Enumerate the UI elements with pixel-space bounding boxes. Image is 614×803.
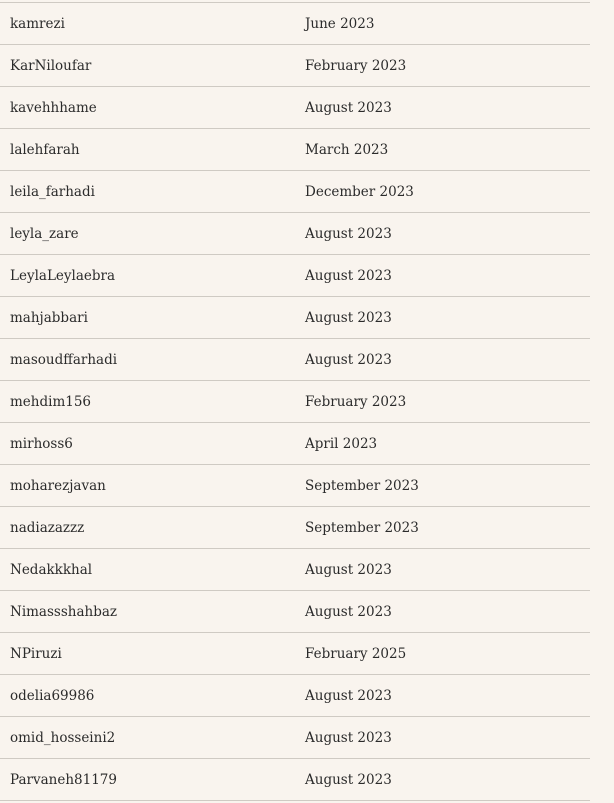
username-cell[interactable]: LeylaLeylaebra <box>10 267 116 284</box>
joined-date-cell: August 2023 <box>305 729 392 746</box>
username-cell[interactable]: leyla_zare <box>10 225 79 242</box>
table-row <box>0 507 590 549</box>
username-cell[interactable]: lalehfarah <box>10 141 80 158</box>
table-row <box>0 591 590 633</box>
username-cell[interactable]: Nimassshahbaz <box>10 603 118 620</box>
table-row <box>0 675 590 717</box>
table-row <box>0 213 590 255</box>
joined-date-cell: August 2023 <box>305 603 392 620</box>
username-cell[interactable]: masoudffarhadi <box>10 351 118 368</box>
username-cell[interactable]: leila_farhadi <box>10 183 95 200</box>
table-row <box>0 171 590 213</box>
joined-date-cell: August 2023 <box>305 687 392 704</box>
table-row <box>0 759 590 801</box>
username-cell[interactable]: odelia69986 <box>10 687 95 704</box>
username-cell[interactable]: kavehhhame <box>10 99 97 116</box>
joined-date-cell: August 2023 <box>305 771 392 788</box>
username-cell[interactable]: nadiazazzz <box>10 519 85 536</box>
table-row <box>0 339 590 381</box>
joined-date-cell: September 2023 <box>305 477 419 494</box>
joined-date-cell: August 2023 <box>305 561 392 578</box>
joined-date-cell: September 2023 <box>305 519 419 536</box>
table-row <box>0 633 590 675</box>
username-cell[interactable]: KarNiloufar <box>10 57 92 74</box>
joined-date-cell: August 2023 <box>305 351 392 368</box>
joined-date-cell: April 2023 <box>305 435 378 452</box>
table-row <box>0 129 590 171</box>
username-cell[interactable]: NPiruzi <box>10 645 62 662</box>
joined-date-cell: February 2023 <box>305 393 407 410</box>
table-row <box>0 3 590 45</box>
table-row <box>0 549 590 591</box>
joined-date-cell: August 2023 <box>305 99 392 116</box>
joined-date-cell: August 2023 <box>305 267 392 284</box>
joined-date-cell: February 2025 <box>305 645 407 662</box>
table-row <box>0 381 590 423</box>
username-cell[interactable]: Parvaneh81179 <box>10 771 117 788</box>
table-row <box>0 255 590 297</box>
members-table <box>0 2 590 801</box>
username-cell[interactable]: Nedakkkhal <box>10 561 93 578</box>
username-cell[interactable]: mehdim156 <box>10 393 92 410</box>
table-row <box>0 297 590 339</box>
table-row <box>0 45 590 87</box>
joined-date-cell: December 2023 <box>305 183 414 200</box>
joined-date-cell: August 2023 <box>305 225 392 242</box>
joined-date-cell: June 2023 <box>305 15 375 32</box>
username-cell[interactable]: moharezjavan <box>10 477 106 494</box>
username-cell[interactable]: omid_hosseini2 <box>10 729 116 746</box>
table-row <box>0 717 590 759</box>
table-row <box>0 465 590 507</box>
joined-date-cell: March 2023 <box>305 141 389 158</box>
username-cell[interactable]: mahjabbari <box>10 309 88 326</box>
joined-date-cell: February 2023 <box>305 57 407 74</box>
table-row <box>0 87 590 129</box>
joined-date-cell: August 2023 <box>305 309 392 326</box>
username-cell[interactable]: kamrezi <box>10 15 65 32</box>
table-row <box>0 423 590 465</box>
username-cell[interactable]: mirhoss6 <box>10 435 73 452</box>
